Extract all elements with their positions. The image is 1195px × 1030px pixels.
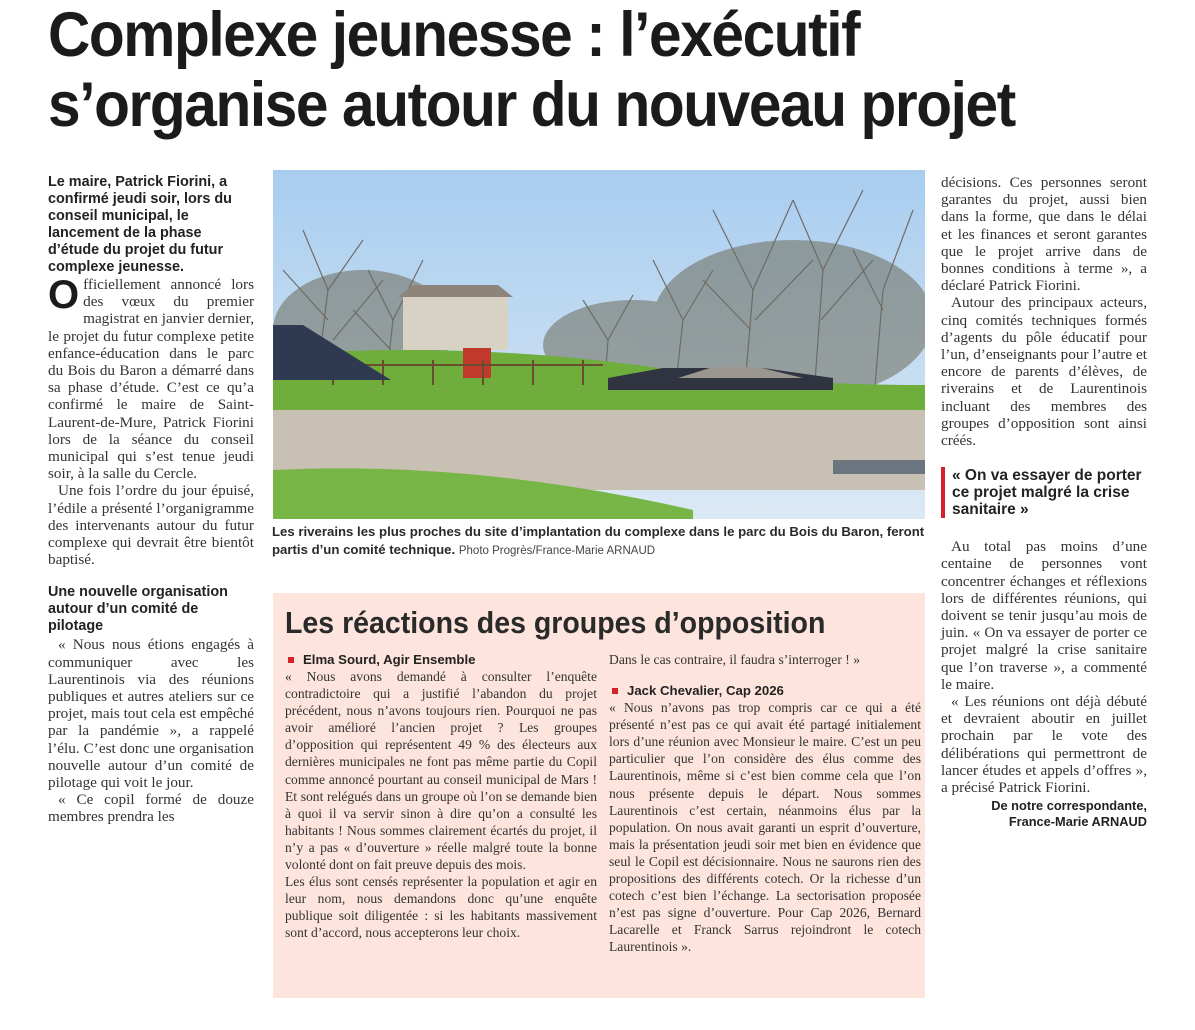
body-paragraph: « Ce copil formé de douze membres prendra les: [48, 791, 254, 826]
article-headline: [48, 0, 1090, 140]
reaction-paragraph: « Nous n’avons pas trop compris car ce qui a été présenté n’est pas ce qui avait été partagé initialement lors d’une réunion avec Monsieur le maire. C’est un peu particulier que l’on considère des élus comme des Laurentinois, même si c’est bien comme cela que l’on nous présente depuis le départ. Nous sommes Laurentinois c’est certain, néanmoins élus par la population. On nous avait garanti un esprit d’ouverture, mais la présentation jeudi soir met bien en évidence que seul le Copil est décisionnaire. Nous ne saurons rien des propositions des différents cotech. Or la richesse d’un cotech c’est bien l’échange. La sectorisation proposée n’est pas signe d’ouverture. Pour Cap 2026, Bernard Lacarelle et Franck Sarrus rejoindront le cotech Laurentinois ».: [609, 700, 921, 955]
manor-house: [403, 295, 508, 350]
headline-line-2: s’organise autour du nouveau projet: [48, 70, 1015, 140]
body-text: fficiellement annoncé lors des vœux du premier magistrat en janvier dernier, le projet du futur complexe petite enfance-éducation dans le parc du Bois du Baron a démarré dans sa phase d’étude. C’est ce qu’a confirmé le maire de Saint-Laurent-de-Mure, Patrick Fiorini lors de la séance du conseil municipal qui s’est tenue jeudi soir, à la salle du Cercle.: [48, 276, 254, 483]
body-paragraph: décisions. Ces personnes seront garantes du projet, aussi bien dans la forme, que dans le délai et les finances et seront garantes que le projet arrive dans de bonnes conditions à terme », a déclaré Patrick Fiorini.: [941, 174, 1147, 295]
body-paragraph: « Les réunions ont déjà débuté et devraient aboutir en juillet prochain par le vote des délibérations qui permettront de lancer études et appels d’offres », a précisé Patrick Fiorini.: [941, 693, 1147, 797]
reaction-paragraph: « Nous avons demandé à consulter l’enquête contradictoire qui a justifié l’abandon du projet précédent, nous n’avons toujours rien. Pourquoi ne pas avoir amélioré l’ancien projet ? Les groupes d’opposition qui représentent 49 % des électeurs aux dernières municipales ne font pas même partie du Copil comme annoncé pourtant au conseil municipal de Mars ! Et sont relégués dans un groupe où l’on se demande bien à quoi il va servir sinon à dire qu’on a consulté les habitants ! Nous sommes clairement écartés du projet, il n’y a pas « d’ouverture » réelle malgré toute la bonne volonté dont on fait preuve depuis des mois.: [285, 669, 597, 873]
manor-roof: [398, 285, 513, 297]
photo-caption: [272, 523, 932, 560]
square-bullet-icon: [612, 688, 618, 694]
signature-line-1: De notre correspondante,: [991, 798, 1147, 814]
play-structure-red: [463, 348, 491, 378]
body-paragraph: « Nous nous étions engagés à communiquer avec les Laurentinois via des réunions publiques et autres ateliers sur ce projet, mais tout cela est empêché par la pandémie », a rappelé l’élu. C’est donc une organisation nouvelle autour d’un comité de pilotage qui voit le jour.: [48, 636, 254, 792]
body-paragraph: Au total pas moins d’une centaine de personnes vont concentrer échanges et réflexions lors de différentes réunions, qui doivent se tenir jusqu’au mois de juin. « On va essayer de porter ce projet malgré la crise sanitaire que l’on traverse », a commenté le maire.: [941, 538, 1147, 693]
reactions-box: [273, 593, 925, 998]
article-column-left: [48, 174, 254, 826]
speaker-heading: [609, 682, 921, 699]
caption-text: Les riverains les plus proches du site d’implantation du complexe dans le parc du Bois du Baron, feront partis d’un comité technique.: [272, 524, 925, 557]
article-photo: [273, 170, 925, 519]
reactions-column-1: [285, 651, 597, 942]
speaker-name: Elma Sourd, Agir Ensemble: [303, 652, 476, 667]
square-bullet-icon: [288, 657, 294, 663]
photo-credit: Photo Progrès/France-Marie ARNAUD: [458, 545, 656, 557]
reaction-paragraph: Dans le cas contraire, il faudra s’interroger ! »: [609, 652, 860, 667]
grind-rail: [833, 460, 925, 474]
speaker-name: Jack Chevalier, Cap 2026: [627, 683, 784, 699]
reactions-title: Les réactions des groupes d’opposition: [285, 605, 826, 640]
signature-line-2: France-Marie ARNAUD: [1008, 814, 1147, 830]
pull-quote: « On va essayer de porter ce projet malgré la crise sanitaire »: [941, 467, 1147, 518]
speaker-heading: [285, 651, 597, 668]
body-paragraph: Une fois l’ordre du jour épuisé, l’édile a présenté l’organigramme des intervenants autour du futur complexe qui devrait être bientôt baptisé.: [48, 482, 254, 569]
headline-line-1: Complexe jeunesse : l’exécutif: [48, 0, 860, 70]
drop-cap: O: [48, 273, 80, 317]
author-signature: [941, 798, 1147, 830]
article-lead: Le maire, Patrick Fiorini, a confirmé jeudi soir, lors du conseil municipal, le lancement de la phase d’étude du projet du futur complexe jeunesse.: [48, 174, 232, 275]
park-skatepark-photo: [273, 170, 925, 519]
body-paragraph: Autour des principaux acteurs, cinq comités techniques formés d’agents du pôle éducatif pour l’un, d’enseignants pour l’autre et encore de parents d’élèves, de riverains et de Laurentinois incluant des membres des groupes d’opposition sont ainsi créés.: [941, 294, 1147, 450]
body-paragraph: [48, 273, 254, 483]
section-subheading: Une nouvelle organisation autour d’un comité de pilotage: [48, 584, 228, 635]
reactions-column-2: [609, 651, 921, 956]
reaction-paragraph: Les élus sont censés représenter la population et agir en leur nom, nous demandons donc qu’une enquête publique soit diligentée : si les habitants massivement sont d’accord, nous accepterons leur choix.: [285, 874, 597, 941]
article-column-right: [941, 174, 1147, 830]
